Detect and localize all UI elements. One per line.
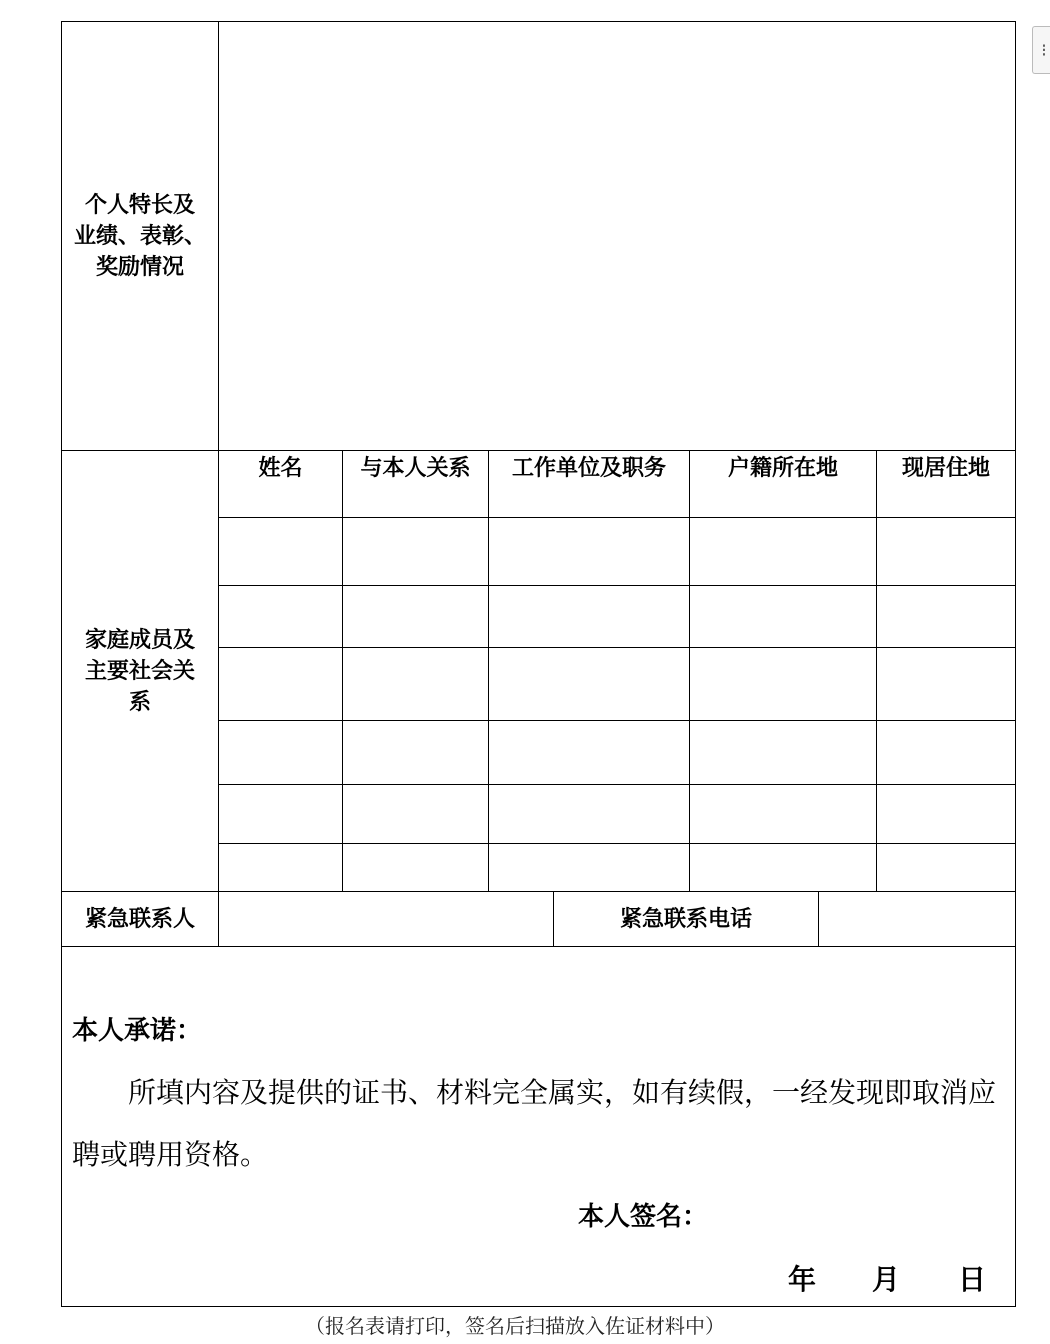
- family-row-divider: [218, 720, 1016, 721]
- specialty-label: [62, 22, 218, 450]
- family-label-line: 主要社会关: [84, 658, 195, 684]
- table-right-border: [1015, 21, 1016, 1307]
- family-header-residence: 现居住地: [901, 456, 990, 481]
- specialty-label-line: 个人特长及: [84, 192, 195, 218]
- family-row-divider: [218, 647, 1016, 648]
- collapse-panel-icon[interactable]: ⁝: [1032, 26, 1050, 74]
- table-bottom-border: [61, 1306, 1016, 1307]
- emergency-phone-input[interactable]: [819, 892, 1015, 946]
- specialty-label-line: 奖励情况: [95, 254, 184, 280]
- emergency-contact-input[interactable]: [219, 892, 553, 946]
- pledge-body: 所填内容及提供的证书、材料完全属实，如有续假，一经发现即取消应聘或聘用资格。: [72, 1076, 997, 1171]
- pledge-title: 本人承诺：: [72, 1016, 203, 1046]
- specialty-label-line: 业绩、表彰、: [73, 223, 206, 249]
- date-day: 日: [958, 1263, 987, 1296]
- family-label-line: 家庭成员及: [84, 627, 195, 653]
- specialty-input-area[interactable]: [219, 22, 1015, 450]
- family-header-relation: 与本人关系: [360, 456, 471, 481]
- emergency-phone-label: 紧急联系电话: [619, 906, 752, 932]
- emergency-contact-label: 紧急联系人: [84, 906, 195, 932]
- footnote: （报名表请打印，签名后扫描放入佐证材料中）: [305, 1314, 725, 1338]
- date-month: 月: [872, 1263, 901, 1296]
- date-year: 年: [788, 1263, 817, 1296]
- family-label: [62, 451, 218, 891]
- family-header-hukou: 户籍所在地: [727, 456, 838, 481]
- family-row-divider: [218, 843, 1016, 844]
- signature-label: 本人签名：: [578, 1202, 709, 1232]
- family-row-divider: [218, 585, 1016, 586]
- row-divider: [61, 946, 1016, 947]
- family-label-line: 系: [128, 689, 151, 715]
- family-header-name: 姓名: [258, 456, 303, 481]
- family-row-divider: [218, 784, 1016, 785]
- family-header-employer: 工作单位及职务: [511, 456, 666, 481]
